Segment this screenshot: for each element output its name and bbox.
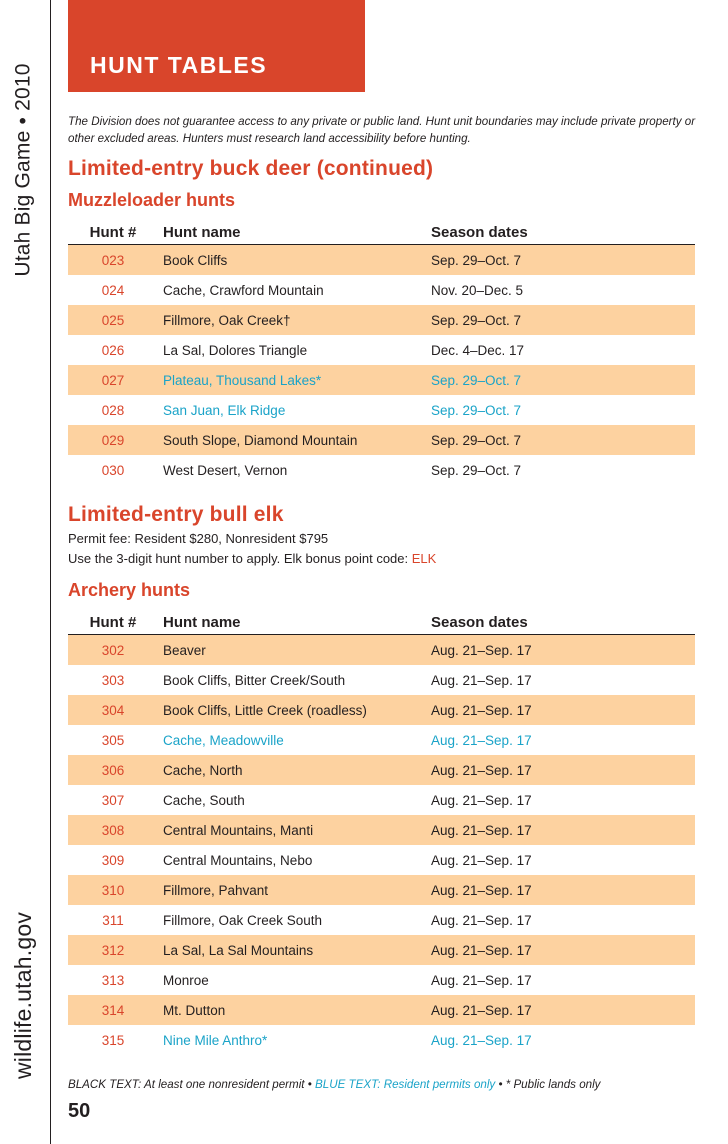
season-dates-cell: Sep. 29–Oct. 7 <box>431 312 522 328</box>
table-row <box>68 695 695 725</box>
table-row <box>68 665 695 695</box>
sidebar-rule <box>50 0 51 1144</box>
table-row <box>68 965 695 995</box>
legend-public-lands: • * Public lands only <box>495 1078 601 1091</box>
hunt-number-cell: 303 <box>101 672 125 688</box>
season-dates-cell: Sep. 29–Oct. 7 <box>431 462 522 478</box>
table-row <box>68 335 695 365</box>
season-dates-cell: Aug. 21–Sep. 17 <box>431 792 532 808</box>
column-header-hunt-name: Hunt name <box>163 224 241 241</box>
deer-subheading: Muzzleloader hunts <box>68 190 236 210</box>
season-dates-cell: Aug. 21–Sep. 17 <box>431 942 532 958</box>
column-header-season-dates: Season dates <box>431 224 528 241</box>
hunt-name-cell: Mt. Dutton <box>163 1002 226 1018</box>
table-row <box>68 845 695 875</box>
hunt-number-cell: 028 <box>101 402 125 418</box>
elk-heading: Limited-entry bull elk <box>68 503 284 526</box>
hunt-name-cell: Book Cliffs, Little Creek (roadless) <box>163 702 367 718</box>
hunt-name-cell: Book Cliffs <box>163 252 228 268</box>
hunt-number-cell: 314 <box>101 1002 125 1018</box>
hunt-number-cell: 308 <box>101 822 125 838</box>
table-row <box>68 875 695 905</box>
table-row <box>68 275 695 305</box>
season-dates-cell: Sep. 29–Oct. 7 <box>431 432 522 448</box>
table-row <box>68 725 695 755</box>
elk-permit-fee: Permit fee: Resident $280, Nonresident $795 <box>68 531 329 546</box>
table-row <box>68 815 695 845</box>
season-dates-cell: Aug. 21–Sep. 17 <box>431 1002 532 1018</box>
hunt-name-cell: Cache, North <box>163 762 243 778</box>
deer-table-body <box>68 245 695 485</box>
table-row <box>68 905 695 935</box>
hunt-name-cell: Cache, Crawford Mountain <box>163 282 324 298</box>
elk-bonus-code: ELK <box>411 551 437 566</box>
table-header <box>68 220 695 245</box>
season-dates-cell: Sep. 29–Oct. 7 <box>431 402 522 418</box>
hunt-name-cell: Central Mountains, Manti <box>163 822 314 838</box>
hunt-number-cell: 305 <box>101 732 125 748</box>
hunt-number-cell: 302 <box>101 642 125 658</box>
season-dates-cell: Aug. 21–Sep. 17 <box>431 762 532 778</box>
hunt-name-cell: Fillmore, Pahvant <box>163 882 269 898</box>
deer-heading: Limited-entry buck deer (continued) <box>68 157 434 180</box>
table-row <box>68 755 695 785</box>
hunt-number-cell: 311 <box>102 912 124 928</box>
table-row <box>68 305 695 335</box>
page-number: 50 <box>68 1100 91 1122</box>
color-legend <box>68 1078 600 1091</box>
hunt-number-cell: 025 <box>101 312 125 328</box>
table-row <box>68 1025 695 1055</box>
hunt-name-cell: Beaver <box>163 642 206 658</box>
season-dates-cell: Aug. 21–Sep. 17 <box>431 732 532 748</box>
hunt-name-cell: Cache, South <box>163 792 245 808</box>
column-header-hunt-number: Hunt # <box>89 614 137 631</box>
season-dates-cell: Aug. 21–Sep. 17 <box>431 882 532 898</box>
season-dates-cell: Sep. 29–Oct. 7 <box>431 252 522 268</box>
section-title: HUNT TABLES <box>90 52 268 78</box>
hunt-name-cell: Monroe <box>163 972 209 988</box>
table-row <box>68 455 695 485</box>
hunt-number-cell: 027 <box>101 372 125 388</box>
season-dates-cell: Sep. 29–Oct. 7 <box>431 372 522 388</box>
disclaimer-line-2: other excluded areas. Hunters must research land accessibility before hunting. <box>68 132 471 145</box>
hunt-name-cell: Plateau, Thousand Lakes* <box>163 372 322 388</box>
hunt-number-cell: 026 <box>101 342 125 358</box>
hunt-number-cell: 024 <box>101 282 125 298</box>
table-row <box>68 245 695 275</box>
season-dates-cell: Aug. 21–Sep. 17 <box>431 852 532 868</box>
deer-hunt-table <box>68 220 695 485</box>
table-row <box>68 365 695 395</box>
column-header-hunt-number: Hunt # <box>89 224 137 241</box>
hunt-name-cell: Fillmore, Oak Creek† <box>163 312 291 328</box>
table-row <box>68 785 695 815</box>
hunt-number-cell: 312 <box>101 942 125 958</box>
table-row <box>68 635 695 665</box>
hunt-name-cell: South Slope, Diamond Mountain <box>163 432 358 448</box>
hunt-number-cell: 310 <box>101 882 125 898</box>
access-disclaimer <box>68 113 708 147</box>
sidebar-website[interactable]: wildlife.utah.gov <box>10 911 37 1079</box>
hunt-number-cell: 304 <box>101 702 125 718</box>
season-dates-cell: Aug. 21–Sep. 17 <box>431 972 532 988</box>
hunt-name-cell: Fillmore, Oak Creek South <box>163 912 323 928</box>
column-header-hunt-name: Hunt name <box>163 614 241 631</box>
hunt-number-cell: 307 <box>101 792 125 808</box>
hunt-name-cell: Book Cliffs, Bitter Creek/South <box>163 672 346 688</box>
table-row <box>68 425 695 455</box>
hunt-number-cell: 030 <box>101 462 125 478</box>
hunt-number-cell: 313 <box>101 972 125 988</box>
season-dates-cell: Dec. 4–Dec. 17 <box>431 342 525 358</box>
elk-apply-note <box>68 550 436 568</box>
season-dates-cell: Aug. 21–Sep. 17 <box>431 672 532 688</box>
hunt-name-cell: West Desert, Vernon <box>163 462 288 478</box>
table-row <box>68 395 695 425</box>
season-dates-cell: Aug. 21–Sep. 17 <box>431 912 532 928</box>
hunt-name-cell: Nine Mile Anthro* <box>163 1032 268 1048</box>
hunt-name-cell: La Sal, La Sal Mountains <box>163 942 314 958</box>
hunt-number-cell: 315 <box>101 1032 125 1048</box>
hunt-name-cell: Central Mountains, Nebo <box>163 852 313 868</box>
table-row <box>68 935 695 965</box>
table-header <box>68 610 695 635</box>
elk-hunt-table <box>68 610 695 1055</box>
legend-blue-text: BLUE TEXT: Resident permits only <box>315 1078 496 1091</box>
legend-black-text: BLACK TEXT: At least one nonresident permit <box>68 1078 305 1091</box>
hunt-number-cell: 029 <box>101 432 125 448</box>
disclaimer-line-1: The Division does not guarantee access to any private or public land. Hunt unit boundaries may include private property or <box>68 115 696 128</box>
table-row <box>68 995 695 1025</box>
elk-table-body <box>68 635 695 1055</box>
hunt-number-cell: 309 <box>101 852 125 868</box>
season-dates-cell: Nov. 20–Dec. 5 <box>431 282 524 298</box>
hunt-name-cell: San Juan, Elk Ridge <box>163 402 286 418</box>
hunt-number-cell: 023 <box>101 252 125 268</box>
season-dates-cell: Aug. 21–Sep. 17 <box>431 642 532 658</box>
elk-subheading: Archery hunts <box>68 580 191 600</box>
legend-separator: • <box>304 1078 316 1091</box>
column-header-season-dates: Season dates <box>431 614 528 631</box>
season-dates-cell: Aug. 21–Sep. 17 <box>431 702 532 718</box>
season-dates-cell: Aug. 21–Sep. 17 <box>431 1032 532 1048</box>
sidebar-publication-title: Utah Big Game • 2010 <box>12 63 35 277</box>
season-dates-cell: Aug. 21–Sep. 17 <box>431 822 532 838</box>
hunt-name-cell: La Sal, Dolores Triangle <box>163 342 308 358</box>
elk-apply-text: Use the 3-digit hunt number to apply. Elk bonus point code: <box>68 551 412 566</box>
hunt-number-cell: 306 <box>101 762 125 778</box>
hunt-name-cell: Cache, Meadowville <box>163 732 284 748</box>
